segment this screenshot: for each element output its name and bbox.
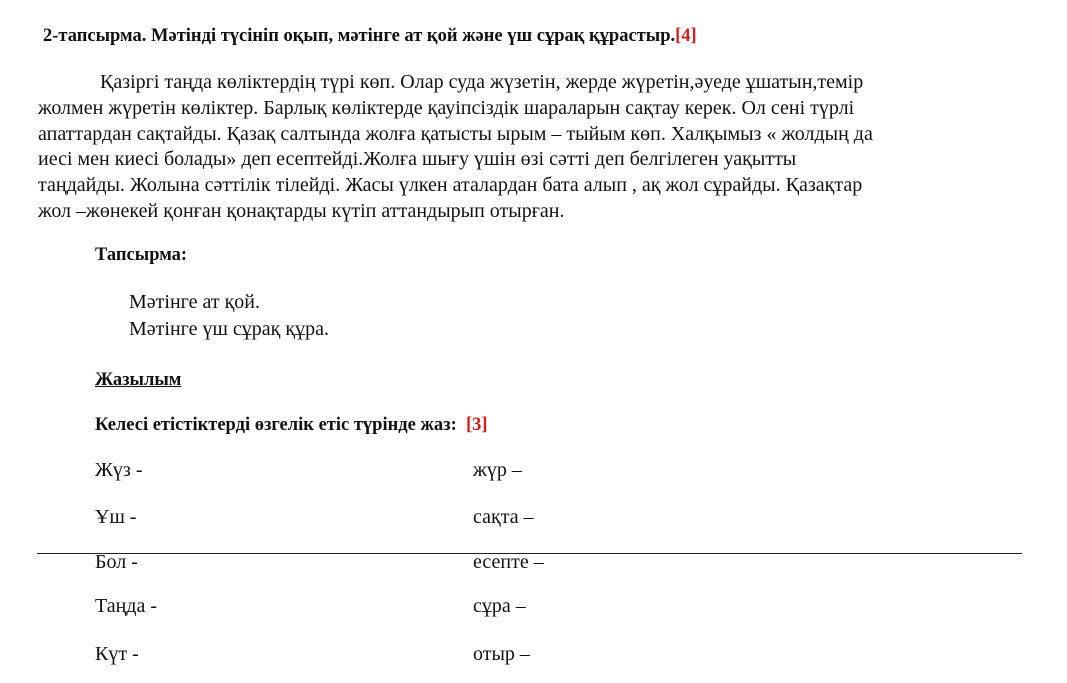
verb-row (95, 595, 795, 621)
passage-line: апаттардан сақтайды. Қазақ салтында жолға қатысты ырым – тыйым көп. Халқымыз « жолдың да (38, 122, 873, 145)
verb-row (95, 551, 795, 577)
verb-right: жүр – (473, 459, 522, 481)
assignment-item: Мәтінге үш сұрақ құра. (129, 318, 329, 340)
verb-row (95, 459, 795, 485)
verb-right: есепте – (473, 551, 544, 573)
verb-left: Бол - (95, 551, 138, 573)
verb-right: отыр – (473, 643, 530, 665)
passage-line: Қазіргі таңда көліктердің түрі көп. Олар суда жүзетін, жерде жүретін,әуеде ұшатын,темір (100, 71, 864, 93)
writing-instruction (95, 415, 488, 436)
task-mark: [4] (675, 26, 697, 46)
assignment-item: Мәтінге ат қой. (129, 291, 260, 313)
verb-left: Күт - (95, 643, 139, 665)
task-heading (43, 26, 697, 47)
verb-row (95, 506, 795, 532)
reading-passage (38, 70, 1038, 225)
verb-left: Ұш - (95, 506, 137, 528)
verb-right: сақта – (473, 506, 534, 528)
verb-left: Таңда - (95, 595, 158, 617)
assignment-list (129, 289, 329, 343)
verb-right: сұра – (473, 595, 526, 617)
task-heading-text: 2-тапсырма. Мәтінді түсініп оқып, мәтінге ат қой және үш сұрақ құрастыр. (43, 26, 676, 46)
passage-line: таңдайды. Жолына сәттілік тілейді. Жасы үлкен аталардан бата алып , ақ жол сұрайды. Қазақтар (38, 174, 863, 197)
passage-line: жол –жөнекей қонған қонақтарды күтіп аттандырып отырған. (38, 199, 565, 222)
writing-instruction-text: Келесі етістіктерді өзгелік етіс түрінде жаз: (95, 415, 457, 435)
passage-line: жолмен жүретін көліктер. Барлық көліктерде қауіпсіздік шараларын сақтау керек. Ол сені түрлі (38, 96, 855, 119)
passage-line: иесі мен киесі болады» деп есептейді.Жолға шығу үшін өзі сәтті деп белгілеген уақытты (38, 148, 797, 171)
verb-row (95, 643, 795, 669)
verb-left: Жүз - (95, 459, 143, 481)
assignment-label: Тапсырма: (95, 245, 188, 265)
writing-section-label: Жазылым (95, 370, 182, 390)
writing-mark: [3] (465, 415, 488, 435)
